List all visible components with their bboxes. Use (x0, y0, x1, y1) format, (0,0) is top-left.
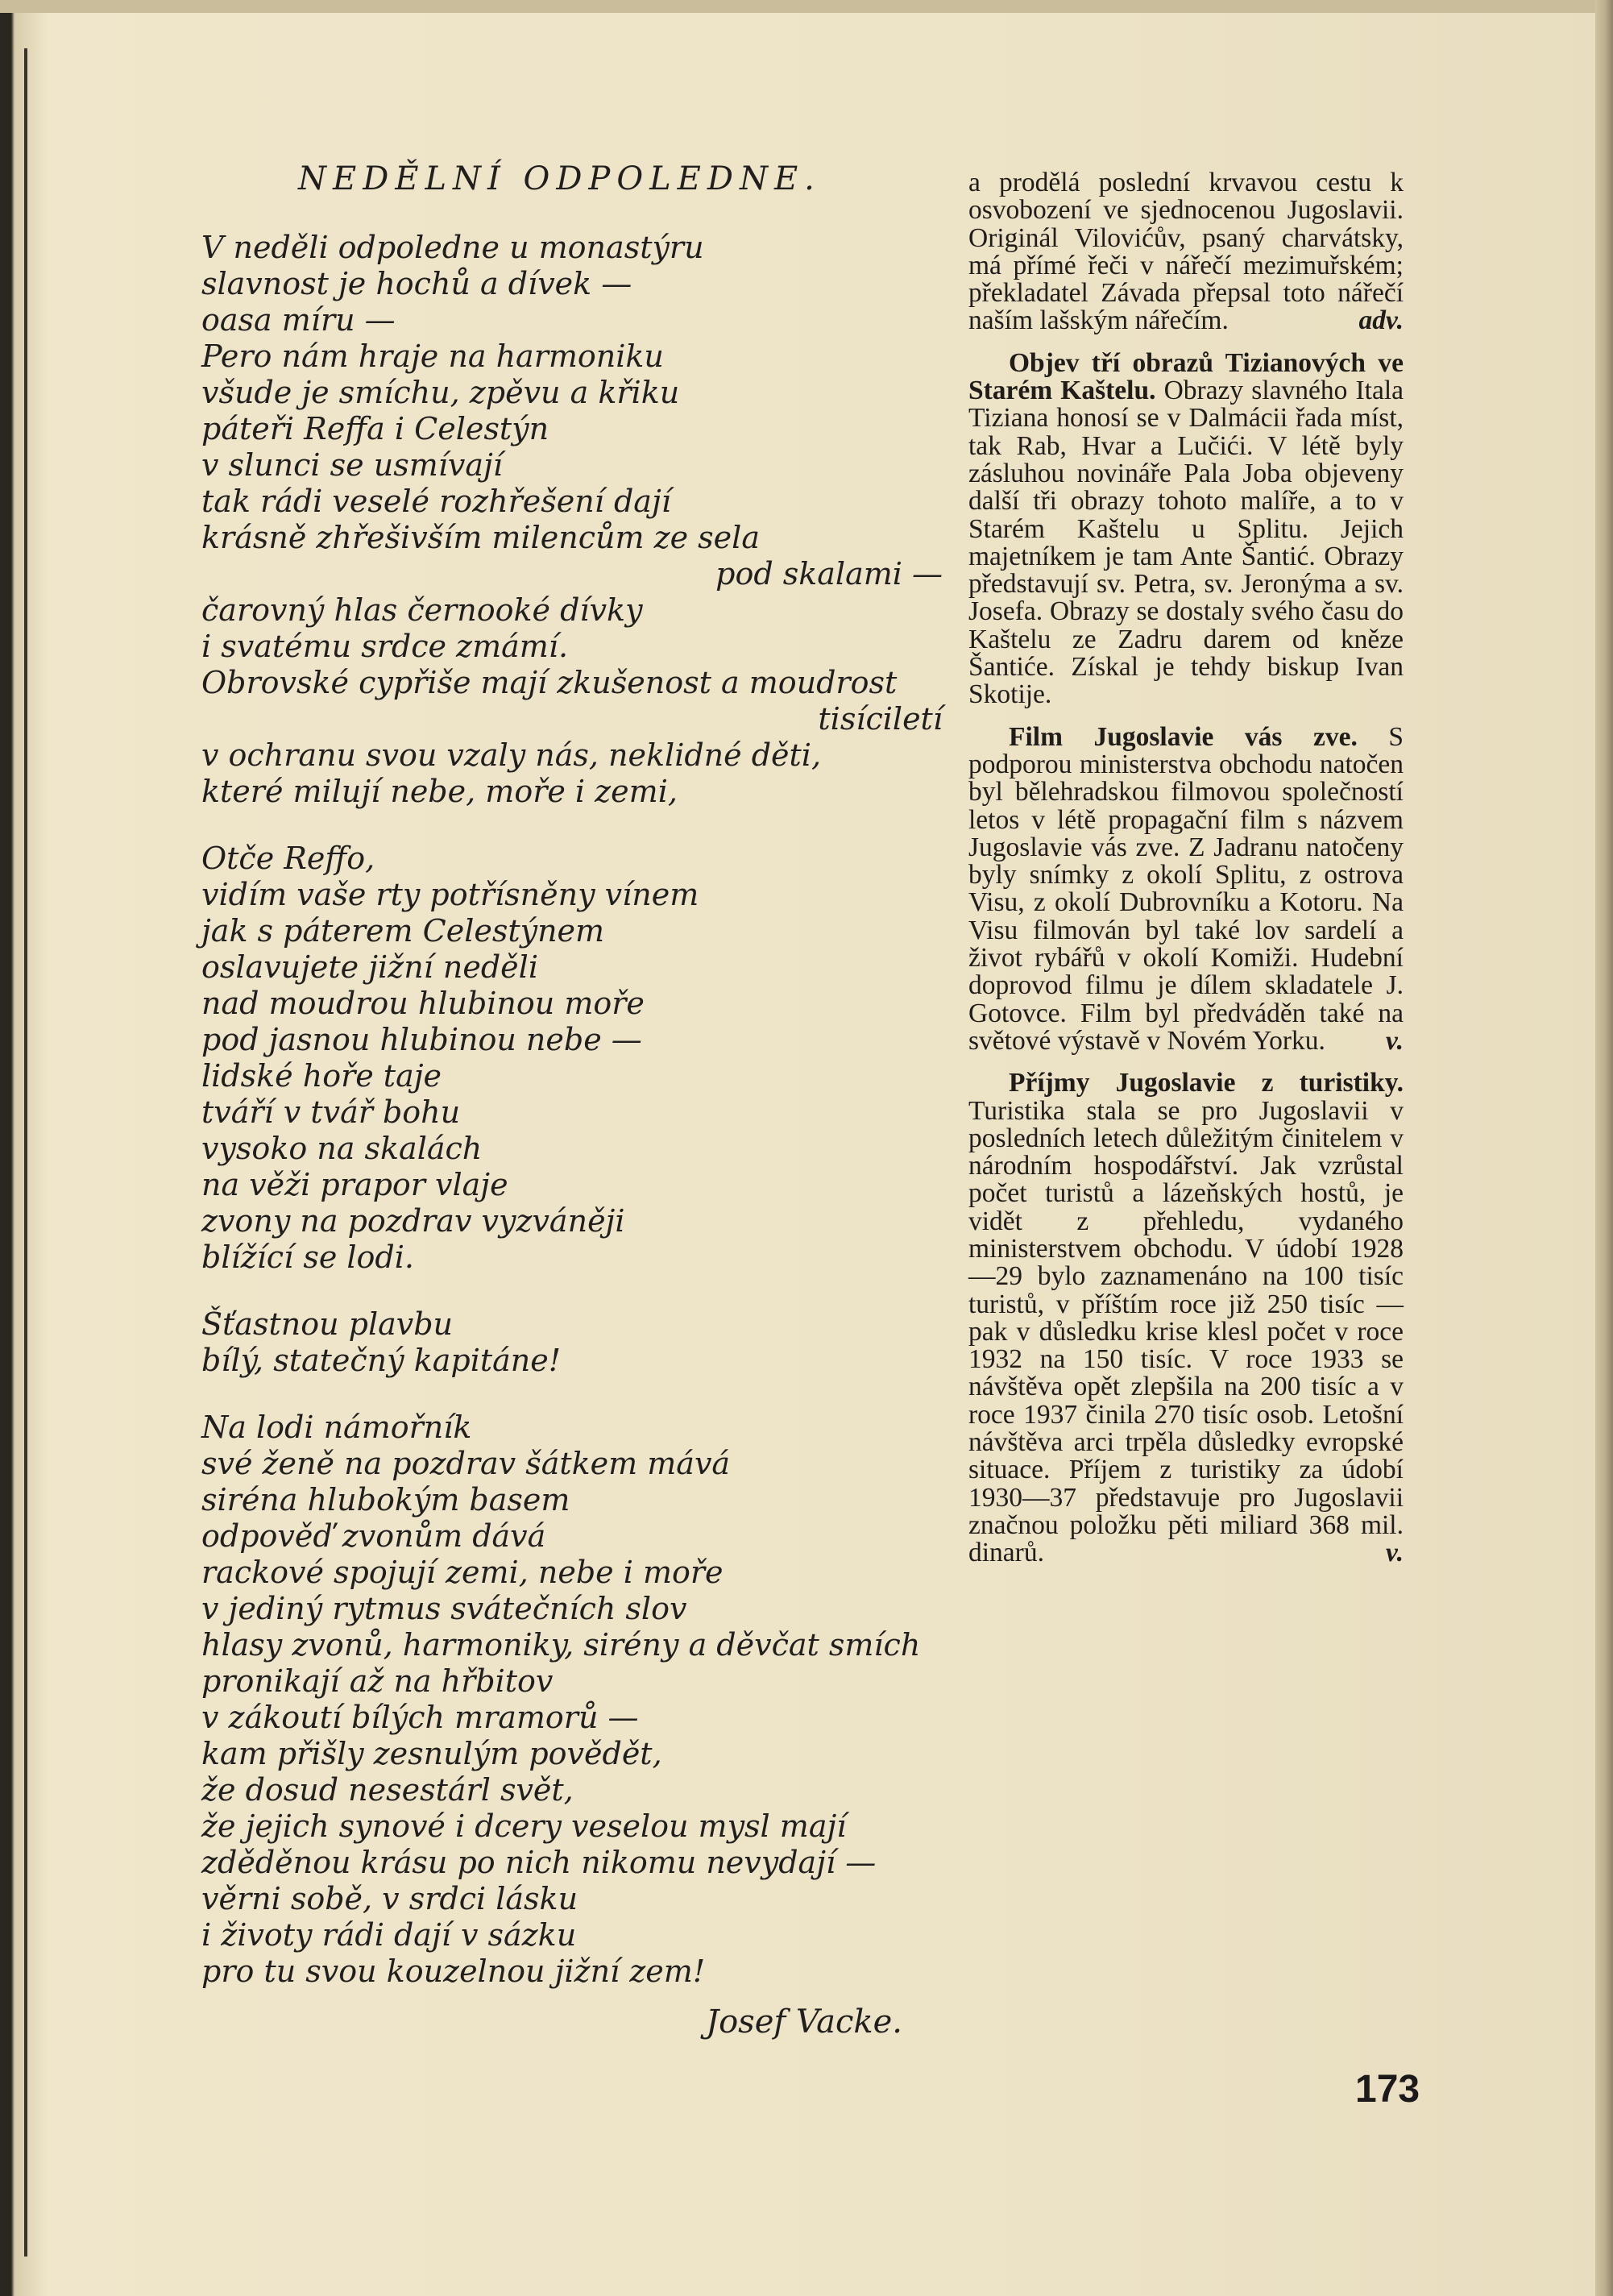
poem-line: že jejich synové i dcery veselou mysl mají (201, 1808, 847, 1844)
poem-author: Josef Vacke. (706, 2003, 902, 2041)
poem-line: oasa míru — (201, 302, 396, 338)
poem-line: bílý, statečný kapitáne! (201, 1343, 562, 1378)
poem-line: věrni sobě, v srdci lásku (201, 1881, 578, 1916)
poem-line: pro tu svou kouzelnou jižní zem! (201, 1953, 706, 1989)
page-top-edge (0, 0, 1613, 13)
poem-title: NEDĚLNÍ ODPOLEDNE. (298, 160, 821, 197)
poem-line: pod jasnou hlubinou nebe — (201, 1022, 642, 1057)
news-item (968, 347, 1404, 710)
news-item (968, 169, 1404, 335)
poem-line: které milují nebe, moře i zemi, (201, 774, 678, 809)
poem-line: i svatému srdce zmámí. (201, 629, 569, 664)
news-item (968, 721, 1404, 1056)
poem-line: své ženě na pozdrav šátkem mává (201, 1446, 731, 1481)
poem-line: V neděli odpoledne u monastýru (201, 230, 704, 265)
poem-line: siréna hlubokým basem (201, 1482, 570, 1518)
poem-line: hlasy zvonů, harmoniky, sirény a děvčat smích (201, 1627, 921, 1663)
poem-line: zděděnou krásu po nich nikomu nevydají — (201, 1845, 877, 1880)
poem-line: rackové spojují zemi, nebe i moře (201, 1555, 724, 1590)
news-item-headline: Film Jugoslavie vás zve. (1009, 721, 1358, 752)
news-column (968, 169, 1404, 1582)
poem-line: všude je smíchu, zpěvu a křiku (201, 375, 680, 410)
poem-line: kam přišly zesnulým povědět, (201, 1736, 662, 1771)
poem-line: zvony na pozdrav vyzváněji (201, 1203, 625, 1239)
poem-line: nad moudrou hlubinou moře (201, 986, 645, 1021)
poem-line: Pero nám hraje na harmoniku (201, 338, 664, 374)
news-item-text: a prodělá poslední krvavou cestu k osvobození ve sjednocenou Jugoslavii. Originál Vilovićův, psaný charvátsky, má přímé řeči v nářečí mezimuřském; překladatel Závada přepsal toto nářečí naším lašským nářečím. (968, 168, 1404, 336)
poem-line: tak rádi veselé rozhřešení dají (201, 484, 671, 519)
poem-line: čarovný hlas černooké dívky (201, 592, 643, 628)
poem-line: blížící se lodi. (201, 1239, 414, 1275)
page-right-edge (1595, 0, 1613, 2296)
poem-stanza-1 (201, 230, 951, 810)
poem-line: tisíciletí (818, 701, 943, 737)
poem-line: pod skalami — (715, 556, 943, 592)
poem-line: v zákoutí bílých mramorů — (201, 1700, 639, 1735)
poem-line: lidské hoře taje (201, 1058, 442, 1094)
poem-line: i životy rádi dají v sázku (201, 1917, 577, 1953)
poem-line: vysoko na skalách (201, 1131, 483, 1166)
news-item-text: S podporou ministerstva obchodu natočen byl bělehradskou filmovou společností letos v létě propagační film s názvem Jugoslavie vás zve. Z Jadranu natočeny byly snímky z okolí Splitu, z ostrova Visu, z okolí Dubrovníku a Kotoru. Na Visu filmován byl také lov sardelí a život rybářů v okolí Komiži. Hudební doprovod filmu je dílem skladatele J. Gotovce. Film byl předváděn také na světové výstavě v Novém Yorku. (968, 721, 1404, 1056)
poem-line: vidím vaše rty potřísněny vínem (201, 877, 699, 912)
poem-line: v slunci se usmívají (201, 447, 503, 483)
poem-line: Na lodi námořník (201, 1410, 472, 1445)
poem-stanza-3 (201, 1306, 951, 1379)
news-item-text: Turistika stala se pro Jugoslavii v posledních letech důležitým činitelem v národním hospodářství. Jak vzrůstal počet turistů a lázeňských hostů, je vidět z přehledu, vydaného ministerstvem obchodu. V údobí 1928—29 bylo zaznamenáno na 100 tisíc turistů, v příštím roce již 250 tisíc — pak v důsledku krise klesl počet v roce 1932 na 150 tisíc. V roce 1933 se návštěva opět zlepšila na 200 tisíc a v roce 1937 činila 270 tisíc osob. Letošní návštěva arci trpěla důsledky evropské situace. Příjem z turistiky za údobí 1930—37 představuje pro Jugoslavii značnou položku pěti miliard 368 mil. dinarů. (968, 1095, 1404, 1568)
poem-line: Obrovské cypřiše mají zkušenost a moudrost (201, 665, 898, 700)
poem-stanza-2 (201, 841, 951, 1276)
news-item-text: Obrazy slavného Itala Tiziana honosí se v Dalmácii řada míst, tak Rab, Hvar a Lučići. V létě byly zásluhou novináře Pala Joba objeveny další tři obrazy tohoto malíře, a to v Starém Kaštelu u Splitu. Jejich majetníkem je tam Ante Šantić. Obrazy představují sv. Petra, sv. Jeronýma a sv. Josefa. Obrazy se dostaly svého času do Kaštelu ze Zadru darem od kněze Šantiće. Získal je tehdy biskup Ivan Skotije. (968, 376, 1404, 710)
news-item-headline: Objev tří obrazů Tizianových ve Starém Kaštelu. (968, 347, 1404, 406)
poem-stanza-4 (201, 1410, 951, 1990)
news-item-headline: Příjmy Jugoslavie z turistiky. (1009, 1068, 1404, 1098)
poem-line: slavnost je hochů a dívek — (201, 266, 632, 301)
news-item-signature: v. (1385, 1025, 1404, 1056)
news-item (968, 1069, 1404, 1567)
news-item-signature: adv. (1358, 305, 1404, 336)
poem-line: páteři Reffa i Celestýn (201, 411, 549, 446)
poem-line: v ochranu svou vzaly nás, neklidné děti, (201, 737, 822, 773)
poem-line: Otče Reffo, (201, 841, 375, 876)
poem-line: tváří v tvář bohu (201, 1094, 461, 1130)
news-item-signature: v. (1385, 1538, 1404, 1568)
poem-column (201, 161, 951, 2041)
book-spine (24, 48, 27, 2257)
poem-line: že dosud nesestárl svět, (201, 1772, 574, 1808)
poem-line: jak s páterem Celestýnem (201, 913, 605, 949)
page-number: 173 (1355, 2068, 1420, 2111)
poem-line: oslavujete jižní neděli (201, 949, 538, 985)
poem-line: Šťastnou plavbu (201, 1306, 454, 1342)
poem-line: v jediný rytmus svátečních slov (201, 1591, 687, 1626)
poem-line: odpověď zvonům dává (201, 1518, 546, 1554)
poem-line: na věži prapor vlaje (201, 1167, 508, 1202)
poem-line: krásně zhřešivším milencům ze sela (201, 520, 760, 555)
poem-line: pronikají až na hřbitov (201, 1663, 554, 1699)
